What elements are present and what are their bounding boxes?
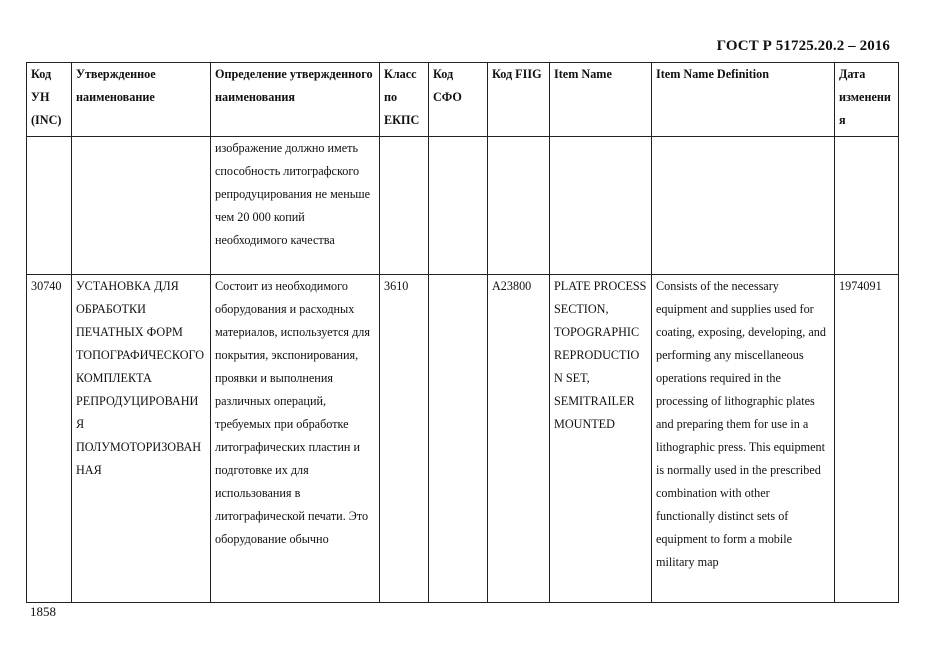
cell-ekps-class: 3610 <box>380 275 429 603</box>
cell-item-name: PLATE PROCESS SECTION, TOPOGRAPHIC REPRODUCTION SET, SEMITRAILER MOUNTED <box>550 275 652 603</box>
table-header-row <box>27 63 899 137</box>
header-name-definition-ru: Определение утвержденного наименования <box>211 63 380 137</box>
cell-change-date <box>835 137 899 275</box>
cell-fiig-code <box>488 137 550 275</box>
page-number: 1858 <box>30 604 56 619</box>
cell-ekps-class <box>380 137 429 275</box>
cell-definition-ru: изображение должно иметь способность литографского репродуцирования не меньше чем 20 000 копий необходимого качества <box>211 137 380 275</box>
header-item-name: Item Name <box>550 63 652 137</box>
table-row <box>27 137 899 275</box>
cell-approved-name: УСТАНОВКА ДЛЯ ОБРАБОТКИ ПЕЧАТНЫХ ФОРМ ТОПОГРАФИЧЕСКОГО КОМПЛЕКТА РЕПРОДУЦИРОВАНИЯ ПОЛУМОТОРИЗОВАННАЯ <box>72 275 211 603</box>
cell-inc <box>27 137 72 275</box>
header-fiig-code: Код FIIG <box>488 63 550 137</box>
cell-definition-ru: Состоит из необходимого оборудования и расходных материалов, используется для покрытия, экспонирования, проявки и выполнения различных операций, требуемых при обработке литографических пластин и подготовке их для использования в литографической печати. Это оборудование обычно <box>211 275 380 603</box>
catalog-table <box>26 62 899 603</box>
cell-item-name-definition <box>652 137 835 275</box>
cell-change-date: 1974091 <box>835 275 899 603</box>
cell-approved-name <box>72 137 211 275</box>
header-sfo-code: Код СФО <box>429 63 488 137</box>
cell-inc: 30740 <box>27 275 72 603</box>
cell-item-name <box>550 137 652 275</box>
header-approved-name: Утвержденное наименование <box>72 63 211 137</box>
header-inc: Код УН (INC) <box>27 63 72 137</box>
cell-sfo-code <box>429 275 488 603</box>
table-row <box>27 275 899 603</box>
cell-item-name-definition: Consists of the necessary equipment and supplies used for coating, exposing, developing, and performing any miscellaneous operations required in the processing of lithographic plates and preparing them for use in a lithographic press. This equipment is normally used in the prescribed combination with other functionally distinct sets of equipment to form a mobile military map <box>652 275 835 603</box>
cell-sfo-code <box>429 137 488 275</box>
header-ekps-class: Класс по ЕКПС <box>380 63 429 137</box>
document-header-title: ГОСТ Р 51725.20.2 – 2016 <box>716 38 890 54</box>
cell-fiig-code: A23800 <box>488 275 550 603</box>
header-change-date: Дата изменения <box>835 63 899 137</box>
header-item-name-definition: Item Name Definition <box>652 63 835 137</box>
